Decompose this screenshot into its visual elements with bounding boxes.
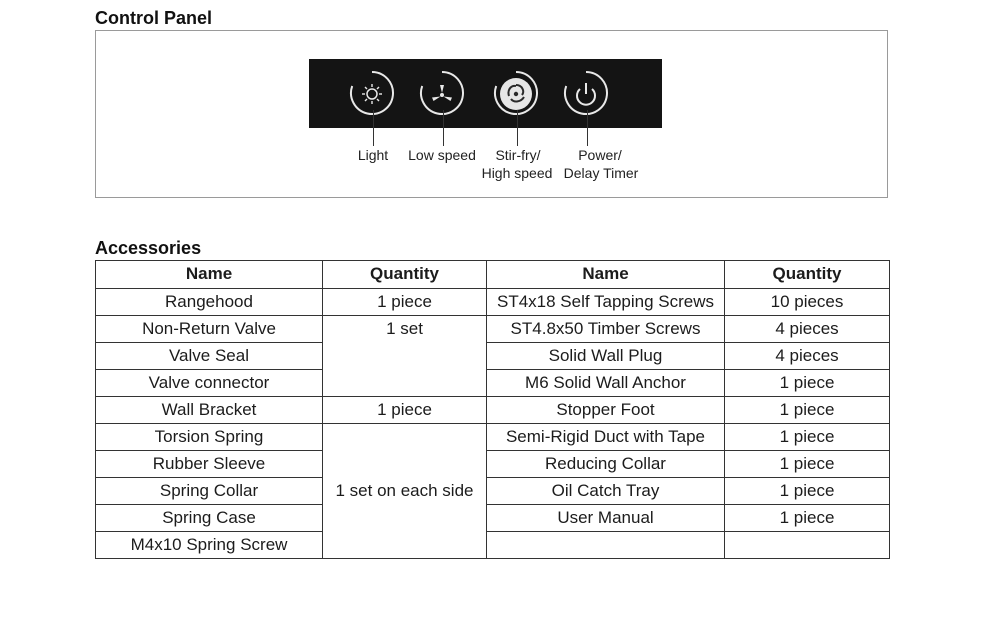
- item-name: M4x10 Spring Screw: [96, 532, 323, 559]
- table-row: [96, 289, 890, 316]
- item-name: Stopper Foot: [487, 397, 725, 424]
- swirl-icon: [493, 70, 539, 116]
- item-quantity: 1 piece: [725, 424, 890, 451]
- table-row: [96, 424, 890, 451]
- item-quantity: 1 piece: [725, 370, 890, 397]
- item-name: ST4x18 Self Tapping Screws: [487, 289, 725, 316]
- item-quantity: 1 piece: [323, 289, 487, 316]
- item-name: Valve Seal: [96, 343, 323, 370]
- item-name: Spring Case: [96, 505, 323, 532]
- light-bulb-icon: [349, 70, 395, 116]
- power-caption: Power/: [578, 147, 622, 163]
- item-quantity: 1 piece: [323, 397, 487, 424]
- power-icon: [563, 70, 609, 116]
- column-header: Name: [487, 261, 725, 289]
- table-row: [96, 316, 890, 343]
- item-name: Spring Collar: [96, 478, 323, 505]
- item-name: Valve connector: [96, 370, 323, 397]
- item-quantity: 1 piece: [725, 451, 890, 478]
- stir-fry-caption: Stir-fry/: [495, 147, 541, 163]
- delay-timer-caption: Delay Timer: [563, 165, 639, 181]
- item-quantity: 1 piece: [725, 505, 890, 532]
- item-name: Solid Wall Plug: [487, 343, 725, 370]
- item-quantity: 1 set on each side: [323, 424, 487, 559]
- item-name: [487, 532, 725, 559]
- column-header: Quantity: [725, 261, 890, 289]
- column-header: Name: [96, 261, 323, 289]
- item-name: ST4.8x50 Timber Screws: [487, 316, 725, 343]
- item-quantity: 4 pieces: [725, 316, 890, 343]
- item-name: User Manual: [487, 505, 725, 532]
- item-name: Non-Return Valve: [96, 316, 323, 343]
- control-panel-strip: [309, 59, 662, 128]
- accessories-heading: Accessories: [95, 238, 202, 258]
- item-name: M6 Solid Wall Anchor: [487, 370, 725, 397]
- item-name: Rubber Sleeve: [96, 451, 323, 478]
- table-row: [96, 505, 890, 532]
- item-name: Semi-Rigid Duct with Tape: [487, 424, 725, 451]
- table-row: [96, 478, 890, 505]
- accessories-table: [95, 260, 890, 559]
- high-speed-caption: High speed: [481, 165, 553, 181]
- stir-fry-button: [493, 70, 539, 116]
- power-leader-line: [587, 110, 588, 146]
- item-quantity: 10 pieces: [725, 289, 890, 316]
- item-name: Reducing Collar: [487, 451, 725, 478]
- stir-fry-leader-line: [517, 110, 518, 146]
- light-caption: Light: [357, 147, 389, 163]
- item-name: Wall Bracket: [96, 397, 323, 424]
- control-panel-heading: Control Panel: [95, 8, 213, 28]
- item-quantity: 4 pieces: [725, 343, 890, 370]
- low-speed-leader-line: [443, 110, 444, 146]
- item-quantity: 1 piece: [725, 397, 890, 424]
- item-name: Torsion Spring: [96, 424, 323, 451]
- table-row: [96, 343, 890, 370]
- fan-icon: [419, 70, 465, 116]
- table-row: [96, 451, 890, 478]
- table-row: [96, 397, 890, 424]
- column-header: Quantity: [323, 261, 487, 289]
- table-row: [96, 532, 890, 559]
- item-quantity: [725, 532, 890, 559]
- low-speed-caption: Low speed: [408, 147, 476, 163]
- item-name: Rangehood: [96, 289, 323, 316]
- table-row: [96, 370, 890, 397]
- item-quantity: 1 piece: [725, 478, 890, 505]
- item-name: Oil Catch Tray: [487, 478, 725, 505]
- power-button: [563, 70, 609, 116]
- light-button: [349, 70, 395, 116]
- light-leader-line: [373, 110, 374, 146]
- table-header-row: [96, 261, 890, 289]
- item-quantity: 1 set: [323, 316, 487, 397]
- low-speed-button: [419, 70, 465, 116]
